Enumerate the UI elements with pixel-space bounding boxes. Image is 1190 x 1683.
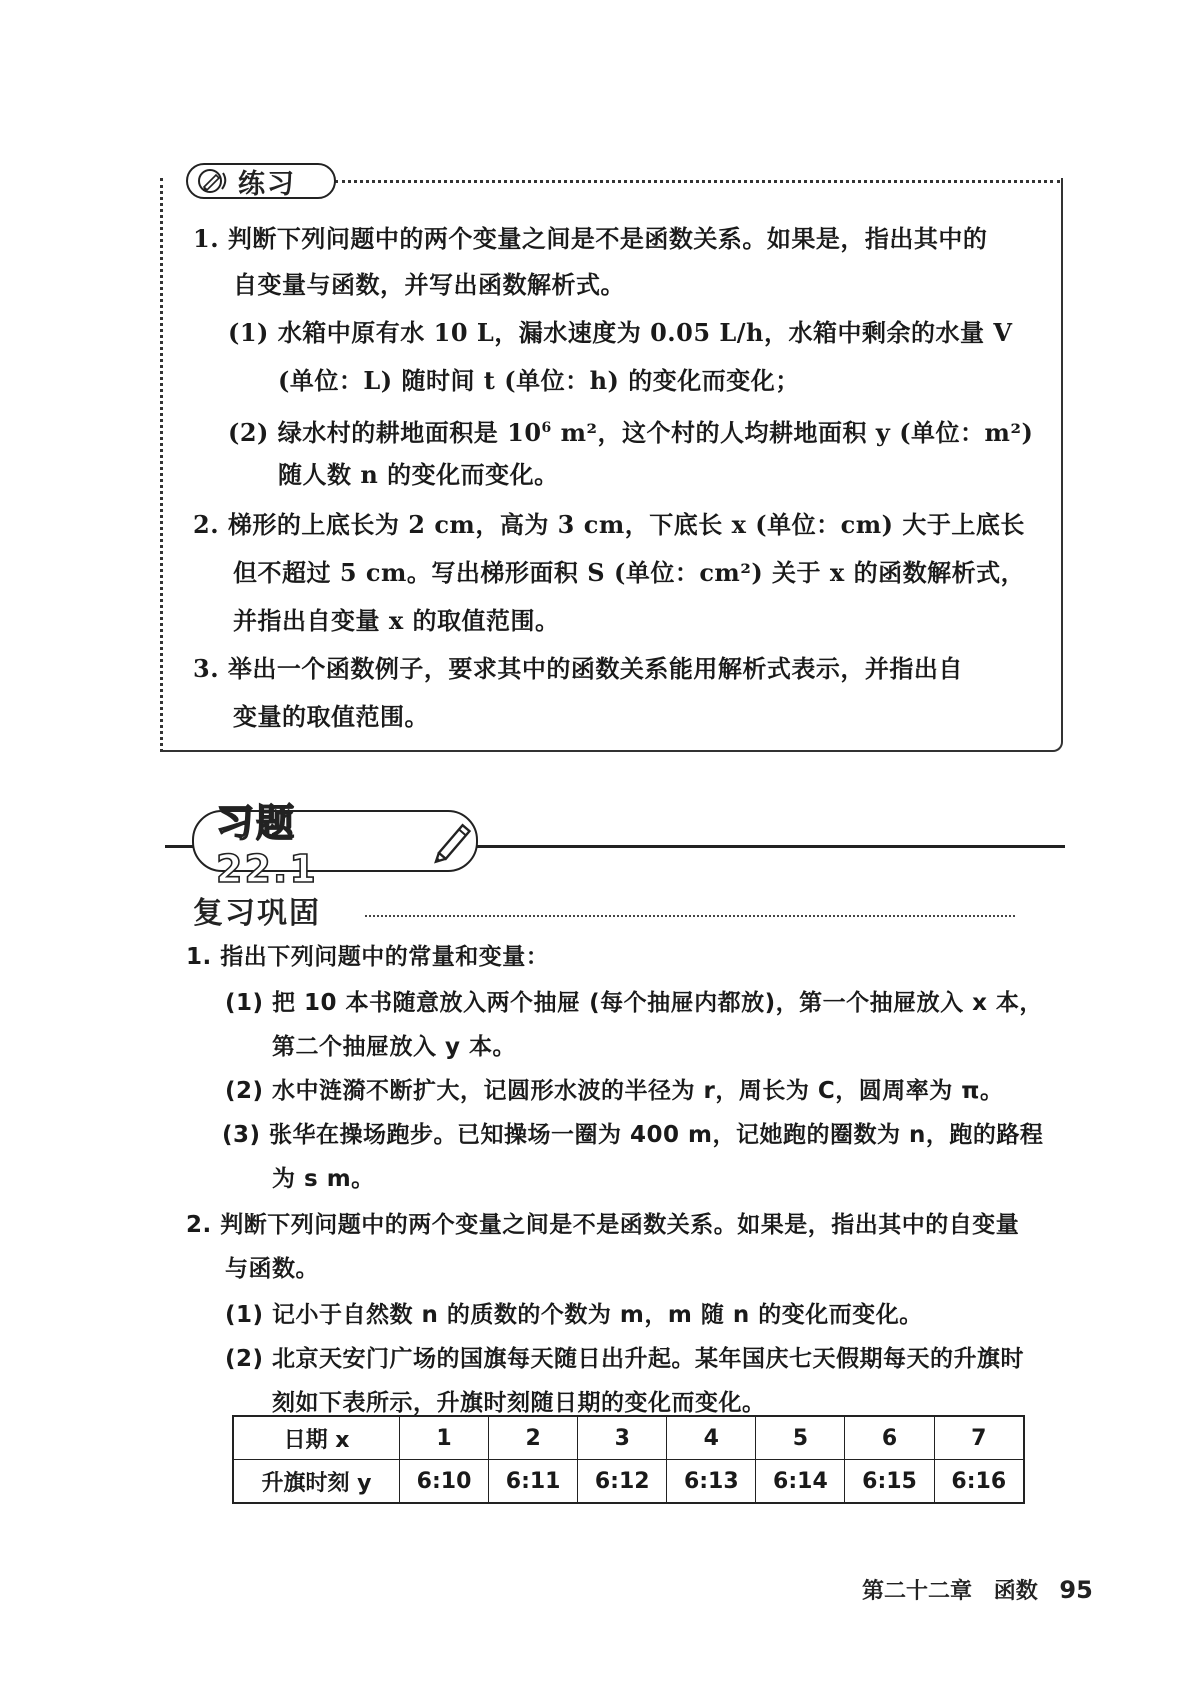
practice-header [186, 163, 336, 199]
practice-q1-part2-line-2: 随人数 n 的变化而变化。 [278, 460, 559, 489]
practice-q2-line-2: 但不超过 5 cm。写出梯形面积 S (单位：cm²) 关于 x 的函数解析式， [233, 558, 1026, 587]
flag-raising-table [232, 1415, 1025, 1504]
practice-q1-part2-line-1 [228, 411, 1033, 450]
pen-icon [429, 817, 476, 865]
practice-q2-line-3: 并指出自变量 x 的取值范围。 [233, 606, 560, 635]
table-cell: 3 [578, 1416, 667, 1460]
exercise-q2-part2-line-2: 刻如下表所示，升旗时刻随日期的变化而变化。 [272, 1390, 766, 1416]
exercise-q1-line-1: 1. 指出下列问题中的常量和变量： [186, 944, 550, 970]
review-section-title: 复习巩固 [193, 896, 321, 931]
chapter-topic: 函数 [993, 1579, 1038, 1604]
practice-q1-line-1: 1. 判断下列问题中的两个变量之间是不是函数关系。如果是，指出其中的 [193, 224, 988, 253]
practice-q2-line-1: 2. 梯形的上底长为 2 cm，高为 3 cm，下底长 x (单位：cm) 大于上底长 [193, 510, 1025, 539]
exercise-title: 习题 22.1 [216, 800, 318, 891]
table-cell: 6:14 [756, 1460, 845, 1504]
exercise-q2-line-2: 与函数。 [225, 1256, 319, 1282]
exercise-q1-part1-line-1: (1) 把 10 本书随意放入两个抽屉 (每个抽屉内都放)，第一个抽屉放入 x 本， [225, 990, 1043, 1016]
practice-q1-line-2: 自变量与函数，并写出函数解析式。 [233, 270, 625, 299]
exercise-q2-part2-line-1: (2) 北京天安门广场的国旗每天随日出升起。某年国庆七天假期每天的升旗时 [225, 1346, 1025, 1372]
table-cell: 6:16 [934, 1460, 1024, 1504]
exercise-q2-part1-line-1: (1) 记小于自然数 n 的质数的个数为 m，m 随 n 的变化而变化。 [225, 1302, 923, 1328]
practice-title: 练习 [238, 168, 296, 200]
table-row-dates [233, 1416, 1024, 1460]
table-cell: 6:10 [400, 1460, 489, 1504]
exercise-q1-part3-line-2: 为 s m。 [272, 1166, 375, 1192]
exercise-header [192, 800, 478, 891]
table-cell: 6:12 [578, 1460, 667, 1504]
table-cell: 6:15 [845, 1460, 934, 1504]
exercise-q2-line-1: 2. 判断下列问题中的两个变量之间是不是函数关系。如果是，指出其中的自变量 [186, 1212, 1020, 1238]
practice-q1-part2-text-b: m²，这个村的人均耕地面积 y (单位：m²) [551, 418, 1034, 447]
page-number: 95 [1059, 1576, 1093, 1604]
practice-q1-part2-exponent: 6 [541, 420, 552, 436]
table-header-date: 日期 x [233, 1416, 400, 1460]
table-cell: 2 [489, 1416, 578, 1460]
practice-q1-part1-line-2: (单位：L) 随时间 t (单位：h) 的变化而变化； [278, 366, 800, 395]
practice-q1-part1-line-1: (1) 水箱中原有水 10 L，漏水速度为 0.05 L/h，水箱中剩余的水量 V [228, 318, 1013, 347]
chapter-label: 第二十二章 [862, 1579, 973, 1604]
table-cell: 6:13 [667, 1460, 756, 1504]
exercise-q1-part2-line-1: (2) 水中涟漪不断扩大，记圆形水波的半径为 r，周长为 C，圆周率为 π。 [225, 1078, 1004, 1104]
practice-q3-line-2: 变量的取值范围。 [233, 702, 429, 731]
page-footer [862, 1574, 1093, 1605]
practice-q1-part2-text-a: (2) 绿水村的耕地面积是 10 [228, 418, 542, 447]
exercise-q1-part3-line-1: (3) 张华在操场跑步。已知操场一圈为 400 m，记她跑的圈数为 n，跑的路程 [222, 1122, 1044, 1148]
exercise-q1-part1-line-2: 第二个抽屉放入 y 本。 [272, 1034, 517, 1060]
table-cell: 1 [400, 1416, 489, 1460]
pencil-icon [196, 167, 230, 195]
table-cell: 6:11 [489, 1460, 578, 1504]
review-rule [365, 915, 1015, 917]
table-header-time: 升旗时刻 y [233, 1460, 400, 1504]
practice-q3-line-1: 3. 举出一个函数例子，要求其中的函数关系能用解析式表示，并指出自 [193, 654, 963, 683]
table-cell: 5 [756, 1416, 845, 1460]
table-row-times [233, 1460, 1024, 1504]
table-cell: 7 [934, 1416, 1024, 1460]
table-cell: 6 [845, 1416, 934, 1460]
table-cell: 4 [667, 1416, 756, 1460]
